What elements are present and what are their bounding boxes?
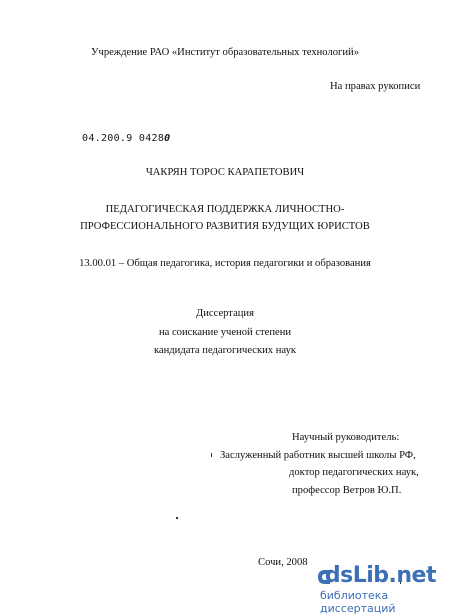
watermark-logo: dsLib.net <box>324 563 436 588</box>
stamp-number: 04.200.9 0428 <box>82 133 165 144</box>
dslib-watermark <box>320 563 448 615</box>
stamp-tail: 0 <box>164 133 171 144</box>
supervisor-heading: Научный руководитель: <box>292 432 400 443</box>
registration-stamp <box>82 133 171 144</box>
manuscript-rights: На правах рукописи <box>330 81 421 92</box>
degree-line-1: Диссертация <box>196 308 254 319</box>
supervisor-line-2: доктор педагогических наук, <box>289 467 419 478</box>
city-year: Сочи, 2008 <box>258 557 308 568</box>
scan-speck <box>176 517 178 519</box>
degree-line-2: на соискание ученой степени <box>158 327 292 338</box>
degree-line-3: кандидата педагогических наук <box>153 345 297 356</box>
watermark-subtitle: библиотека диссертаций <box>320 589 396 615</box>
scan-speck <box>211 453 212 457</box>
title-line-1: ПЕДАГОГИЧЕСКАЯ ПОДДЕРЖКА ЛИЧНОСТНО- <box>105 204 345 215</box>
supervisor-line-3: профессор Ветров Ю.П. <box>292 485 402 496</box>
title-line-2: ПРОФЕССИОНАЛЬНОГО РАЗВИТИЯ БУДУЩИХ ЮРИСТОВ <box>80 221 370 232</box>
institution-line: Учреждение РАО «Институт образовательных технологий» <box>90 47 360 58</box>
specialty-code: 13.00.01 – Общая педагогика, история педагогики и образования <box>79 258 371 269</box>
author-name: ЧАКРЯН ТОРОС КАРАПЕТОВИЧ <box>145 167 305 178</box>
supervisor-line-1: Заслуженный работник высшей школы РФ, <box>220 450 416 461</box>
